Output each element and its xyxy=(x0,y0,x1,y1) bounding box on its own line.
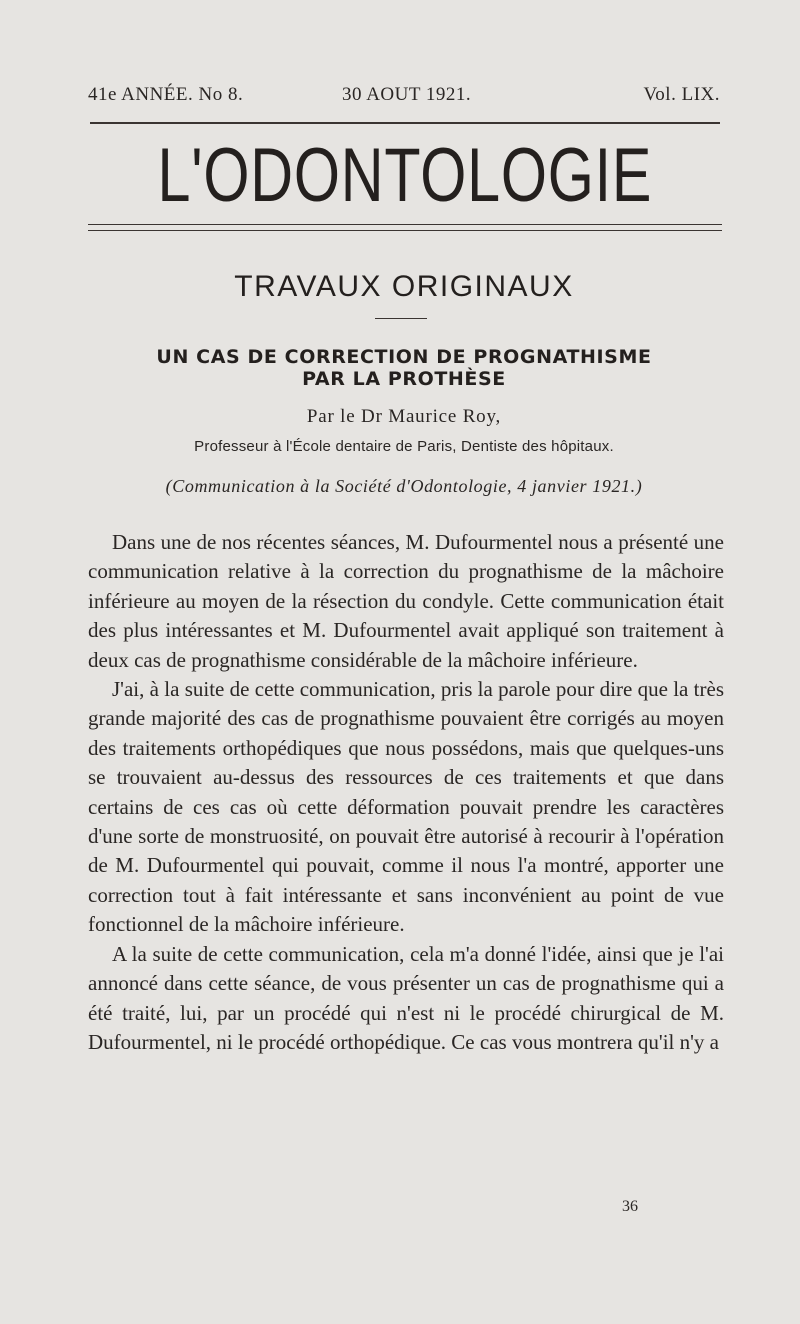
article-title-line-1: UN CAS DE CORRECTION DE PROGNATHISME xyxy=(156,346,652,368)
volume-number: Vol. LIX. xyxy=(643,84,720,105)
title-rule-lower xyxy=(88,230,722,231)
article-title xyxy=(88,346,720,390)
journal-title: L'ODONTOLOGIE xyxy=(157,133,653,218)
issue-number: 41e ANNÉE. No 8. xyxy=(88,84,244,105)
paragraph-1: Dans une de nos récentes séances, M. Dufourmentel nous a présenté une communication relative à la correction du prognathisme de la mâchoire inférieure au moyen de la résection du condyle. Cette communication était des plus intéressantes et M. Dufourmentel avait appliqué son traitement à deux cas de prognathisme considérable de la mâchoire inférieure. xyxy=(88,530,724,672)
author-byline: Par le Dr Maurice Roy, xyxy=(306,406,502,427)
article-title-line-2: PAR LA PROTHÈSE xyxy=(302,368,506,390)
title-rule-upper xyxy=(88,224,722,225)
running-head xyxy=(88,84,720,112)
header-rule xyxy=(90,122,720,124)
paragraph-3: A la suite de cette communication, cela m'a donné l'idée, ainsi que je l'ai annoncé dans cette séance, de vous présenter un cas de prognathisme qui a été traité, lui, par un procédé qui n'est ni le procédé chirurgical de M. Dufourmentel, ni le procédé orthopédique. Ce cas vous montrera qu'il n'y a xyxy=(88,941,724,1054)
page-number: 36 xyxy=(622,1198,638,1215)
communication-note: (Communication à la Société d'Odontologie, 4 janvier 1921.) xyxy=(165,476,643,496)
section-title: TRAVAUX ORIGINAUX xyxy=(234,270,574,303)
paragraph-2: J'ai, à la suite de cette communication, pris la parole pour dire que la très grande majorité des cas de prognathisme pouvaient être corrigés au moyen des traitements orthopédiques que nous possédons, mais que quelques-uns se trouvaient au-dessus des ressources de ces traitements et que dans certains de ces cas où cette déformation pouvait prendre les caractères d'une sorte de monstruosité, on pouvait être autorisé à recourir à l'opération de M. Dufourmentel qui pouvait, comme il nous l'a montré, apporter une correction tout à fait intéressante et sans inconvénient au point de vue fonctionnel de la mâchoire inférieure. xyxy=(88,677,724,937)
section-divider xyxy=(375,318,427,319)
article-body xyxy=(88,528,724,1057)
author-affiliation: Professeur à l'École dentaire de Paris, Dentiste des hôpitaux. xyxy=(194,438,614,455)
issue-date: 30 AOUT 1921. xyxy=(342,84,472,105)
